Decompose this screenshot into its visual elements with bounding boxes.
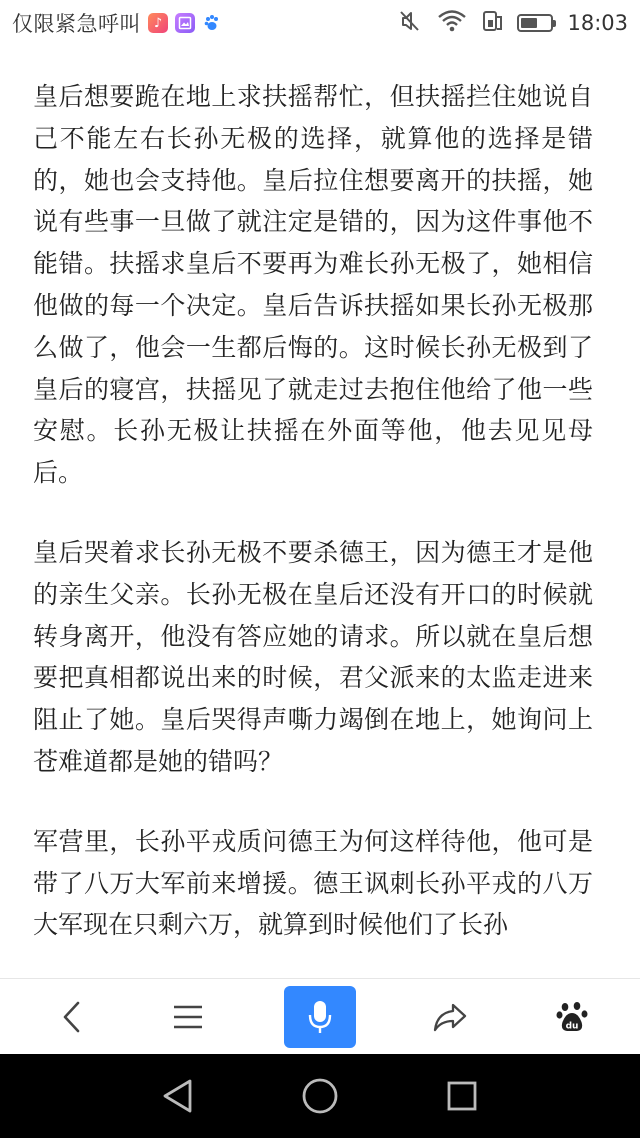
back-button[interactable] bbox=[34, 979, 110, 1055]
share-icon bbox=[432, 1002, 468, 1032]
svg-text:du: du bbox=[565, 1021, 579, 1032]
voice-search-button[interactable] bbox=[284, 986, 356, 1048]
nav-recents-button[interactable] bbox=[438, 1072, 486, 1120]
baidu-home-button[interactable] bbox=[534, 979, 610, 1055]
back-icon bbox=[59, 1000, 85, 1034]
nav-back-icon bbox=[161, 1078, 195, 1114]
microphone-icon bbox=[307, 999, 333, 1035]
carrier-text: 仅限紧急呼叫 bbox=[12, 12, 141, 36]
music-app-icon: ♪ bbox=[148, 13, 168, 33]
nav-home-icon bbox=[301, 1077, 339, 1115]
nav-back-button[interactable] bbox=[154, 1072, 202, 1120]
article-paragraph: 皇后想要跪在地上求扶摇帮忙，但扶摇拦住她说自己不能左右长孙无极的选择，就算他的选择是错的，她也会支持他。皇后拉住想要离开的扶摇，她说有些事一旦做了就注定是错的，因为这件事他不能错。扶摇求皇后不要再为难长孙无极了，她相信他做的每一个决定。皇后告诉扶摇如果长孙无极那么做了，他会一生都后悔的。这时候长孙无极到了皇后的寝宫，扶摇见了就走过去抱住他给了他一些安慰。长孙无极让扶摇在外面等他，他去见见母后。 bbox=[33, 82, 593, 488]
menu-button[interactable] bbox=[150, 979, 226, 1055]
system-nav-bar bbox=[0, 1054, 640, 1138]
bottom-toolbar bbox=[0, 978, 640, 1054]
menu-icon bbox=[172, 1003, 204, 1031]
article-paragraph: 军营里，长孙平戎质问德王为何这样待他，他可是带了八万大军前来增援。德王讽刺长孙平戎的八万大军现在只剩六万，就算到时候他们了长孙 bbox=[33, 826, 593, 940]
nav-recents-icon bbox=[446, 1080, 478, 1112]
article-paragraph: 皇后哭着求长孙无极不要杀德王，因为德王才是他的亲生父亲。长孙无极在皇后还没有开口的时候就转身离开，他没有答应她的请求。所以就在皇后想要把真相都说出来的时候，君父派来的太监走进来阻止了她。皇后哭得声嘶力竭倒在地上，她询问上苍难道都是她的错吗？ bbox=[33, 537, 593, 776]
share-button[interactable] bbox=[412, 979, 488, 1055]
nav-home-button[interactable] bbox=[296, 1072, 344, 1120]
article-body bbox=[33, 76, 593, 978]
baidu-paw-icon bbox=[555, 1000, 589, 1034]
clock: 18:03 bbox=[567, 11, 628, 35]
